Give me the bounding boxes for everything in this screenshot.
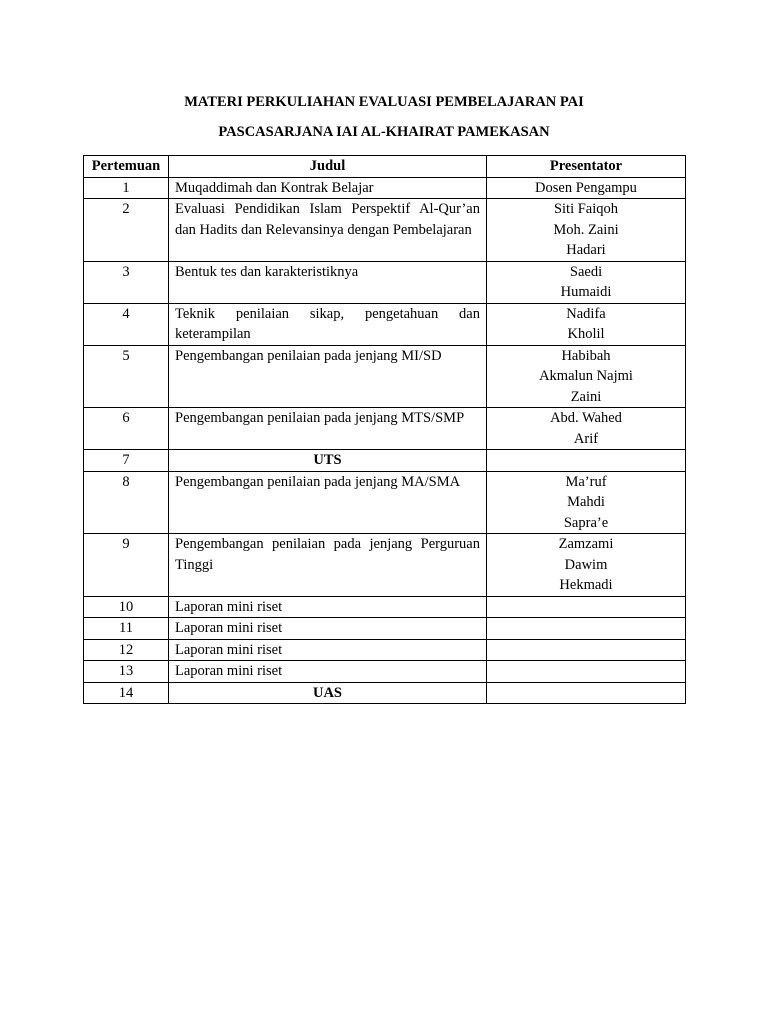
pertemuan-number: 9 bbox=[84, 534, 169, 597]
table-row bbox=[84, 639, 686, 661]
table-row bbox=[84, 408, 686, 450]
judul-cell: Bentuk tes dan karakteristiknya bbox=[169, 261, 487, 303]
schedule-table bbox=[83, 155, 686, 704]
presentator-name: Dawim bbox=[564, 556, 608, 573]
header-presentator: Presentator bbox=[487, 156, 686, 178]
judul-cell: Pengembangan penilaian pada jenjang MA/SMA bbox=[169, 471, 487, 534]
table-row bbox=[84, 199, 686, 262]
presentator-name: Ma’ruf bbox=[565, 473, 607, 490]
judul-cell: Muqaddimah dan Kontrak Belajar bbox=[169, 177, 487, 199]
table-row bbox=[84, 177, 686, 199]
pertemuan-number: 5 bbox=[84, 345, 169, 408]
presentator-name: Zamzami bbox=[558, 536, 614, 552]
presentator-cell bbox=[487, 408, 686, 450]
pertemuan-number: 14 bbox=[84, 682, 169, 704]
presentator-name: Sapra’e bbox=[563, 514, 609, 531]
document-subtitle: PASCASARJANA IAI AL-KHAIRAT PAMEKASAN bbox=[218, 124, 550, 140]
presentator-cell bbox=[487, 618, 686, 640]
pertemuan-number: 12 bbox=[84, 639, 169, 661]
judul-cell: Pengembangan penilaian pada jenjang MI/SD bbox=[169, 345, 487, 408]
table-row bbox=[84, 450, 686, 472]
pertemuan-number: 1 bbox=[84, 177, 169, 199]
table-header bbox=[84, 156, 686, 178]
judul-cell: Laporan mini riset bbox=[169, 618, 487, 640]
presentator-name: Akmalun Najmi bbox=[539, 368, 633, 384]
presentator-name: Mahdi bbox=[567, 494, 605, 510]
table-row bbox=[84, 534, 686, 597]
header-judul: Judul bbox=[169, 156, 487, 178]
pertemuan-number: 13 bbox=[84, 661, 169, 683]
judul-cell: Laporan mini riset bbox=[169, 596, 487, 618]
judul-cell: UAS bbox=[169, 682, 487, 704]
pertemuan-number: 8 bbox=[84, 471, 169, 534]
pertemuan-number: 10 bbox=[84, 596, 169, 618]
presentator-cell bbox=[487, 345, 686, 408]
presentator-name: Habibah bbox=[561, 347, 611, 364]
presentator-name: Zaini bbox=[570, 388, 602, 405]
table-row bbox=[84, 661, 686, 683]
presentator-name: Siti Faiqoh bbox=[553, 201, 619, 217]
presentator-cell bbox=[487, 303, 686, 345]
table-row bbox=[84, 471, 686, 534]
header-row bbox=[84, 156, 686, 178]
presentator-name: Humaidi bbox=[560, 284, 612, 300]
presentator-name: Saedi bbox=[569, 263, 603, 280]
judul-cell: Laporan mini riset bbox=[169, 639, 487, 661]
document-title: MATERI PERKULIAHAN EVALUASI PEMBELAJARAN PAI bbox=[184, 94, 584, 110]
presentator-name: Arif bbox=[573, 430, 599, 447]
presentator-name: Moh. Zaini bbox=[553, 221, 619, 238]
presentator-cell bbox=[487, 471, 686, 534]
presentator-name: Hekmadi bbox=[559, 577, 613, 593]
presentator-cell bbox=[487, 682, 686, 704]
judul-cell: Laporan mini riset bbox=[169, 661, 487, 683]
presentator-name: Hadari bbox=[566, 242, 606, 258]
judul-cell: UTS bbox=[169, 450, 487, 472]
presentator-cell bbox=[487, 261, 686, 303]
presentator-cell bbox=[487, 534, 686, 597]
presentator-cell bbox=[487, 639, 686, 661]
table-row bbox=[84, 303, 686, 345]
header-pertemuan: Pertemuan bbox=[84, 156, 169, 178]
table-row bbox=[84, 682, 686, 704]
presentator-cell bbox=[487, 177, 686, 199]
presentator-cell bbox=[487, 450, 686, 472]
pertemuan-number: 11 bbox=[84, 618, 169, 640]
judul-cell: Teknik penilaian sikap, pengetahuan dan keterampilan bbox=[169, 303, 487, 345]
pertemuan-number: 3 bbox=[84, 261, 169, 303]
pertemuan-number: 4 bbox=[84, 303, 169, 345]
presentator-cell bbox=[487, 596, 686, 618]
presentator-cell bbox=[487, 199, 686, 262]
judul-cell: Pengembangan penilaian pada jenjang MTS/SMP bbox=[169, 408, 487, 450]
table-body bbox=[84, 177, 686, 704]
pertemuan-number: 7 bbox=[84, 450, 169, 472]
pertemuan-number: 2 bbox=[84, 199, 169, 262]
judul-cell: Evaluasi Pendidikan Islam Perspektif Al-Qur’an dan Hadits dan Relevansinya dengan Pembelajaran bbox=[169, 199, 487, 262]
pertemuan-number: 6 bbox=[84, 408, 169, 450]
table-row bbox=[84, 596, 686, 618]
table-row bbox=[84, 261, 686, 303]
table-row bbox=[84, 618, 686, 640]
presentator-cell bbox=[487, 661, 686, 683]
presentator-name: Abd. Wahed bbox=[550, 410, 622, 426]
table-row bbox=[84, 345, 686, 408]
presentator-name: Kholil bbox=[567, 326, 605, 342]
presentator-name: Nadifa bbox=[566, 305, 606, 322]
presentator-name: Dosen Pengampu bbox=[535, 179, 637, 196]
judul-cell: Pengembangan penilaian pada jenjang Perguruan Tinggi bbox=[169, 534, 487, 597]
